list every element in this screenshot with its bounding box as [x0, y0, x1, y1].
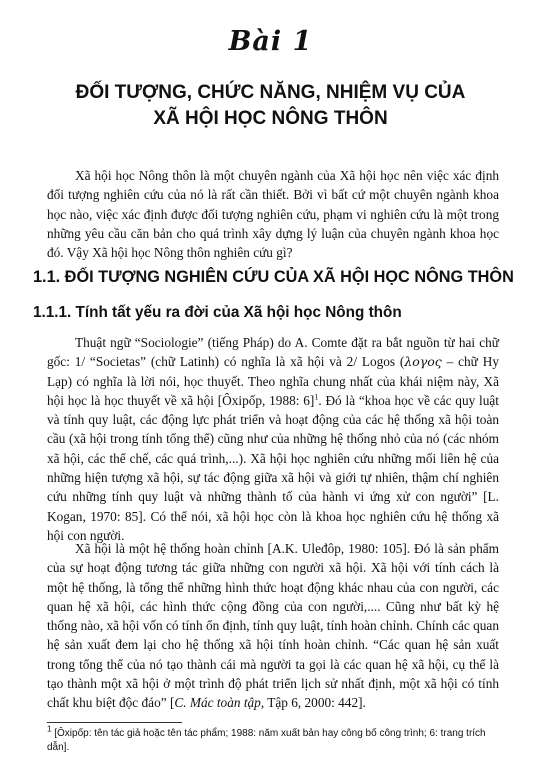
lesson-label: Bài 1: [228, 26, 313, 57]
para1-text-b: – chữ Hy Lạp) có nghĩa là lời nói, học thuyết. Theo nghĩa chung nhất của khái niệm này, Xã hội học là học thuyết về xã hội [Ôxipốp, 1988: 6]: [47, 354, 499, 408]
footnote-text: [Ôxipốp: tên tác giả hoặc tên tác phẩm; 1988: năm xuất bản hay công bố công trình; 6: trang trích dẫn].: [47, 728, 486, 753]
intro-paragraph: Xã hội học Nông thôn là một chuyên ngành của Xã hội học nên việc xác định đối tượng nghiên cứu của nó là rất cần thiết. Bởi vì bất cứ một chuyên ngành khoa học nào, việc xác định được đối tượng nghiên cứu, phạm vi nghiên cứu là một trong những yêu cầu căn bản cho quá trình xây dựng lý luận của chuyên ngành khoa học đó. Vậy Xã hội học Nông thôn nghiên cứu gì?: [47, 168, 499, 261]
para2-text-b: , Tập 6, 2000: 442].: [260, 695, 366, 711]
body-paragraph-1: [47, 333, 499, 545]
subsection-heading: 1.1.1. Tính tất yếu ra đời của Xã hội học Nông thôn: [33, 304, 402, 321]
para1-text-c: . Đó là “khoa học về các quy luật và tính quy luật, các động lực phát triển và hoạt động của các hệ thống xã hội toàn cầu (xã hội trong tính tổng thể) cũng như của những hệ thống nhỏ của nó (các nhóm xã hội, các thể chế, các quá trình,...). Xã hội học nghiên cứu những mối liên hệ của những hiện tượng xã hội, sự tác động giữa xã hội và giới tự nhiên, thậm chí nghiên cứu những tính quy luật và những thành tố của hành vi ứng xử con người” [L. Kogan, 1970: 85]. Có thể nói, xã hội học còn là khoa học nghiên cứu hệ thống xã hội con người.: [47, 392, 499, 543]
footnote-reference: 1: [314, 392, 319, 402]
chapter-title: [60, 80, 481, 132]
chapter-title-line-1: ĐỐI TƯỢNG, CHỨC NĂNG, NHIỆM VỤ CỦA: [75, 82, 466, 103]
chapter-title-line-2: XÃ HỘI HỌC NÔNG THÔN: [153, 108, 388, 129]
citation-title: C. Mác toàn tập: [174, 695, 261, 711]
footnote: [47, 724, 499, 755]
footnote-divider: [47, 722, 182, 723]
para2-text-a: Xã hội là một hệ thống hoàn chỉnh [A.K. Uleđôp, 1980: 105]. Đó là sản phẩm của sự hoạt động tương tác giữa những con người xã hội. Xã hội với tính cách là một hệ thống, là tổng thể những hình thức hoạt động khác nhau của con người, các quan hệ xã hội, các hình thức cộng đồng của con người,.... Cũng như bất kỳ hệ thống nào, xã hội vốn có tính ổn định, tính quy luật, tính hoàn chỉnh. Chính các quan hệ sản xuất đem lại cho hệ thống xã hội tính hoàn chỉnh. “Các quan hệ sản xuất trong tổng thể của nó tạo thành cái mà người ta gọi là các quan hệ xã hội, cụ thể là tạo thành một xã hội ở một trình độ phát triển lịch sử nhất định, một xã hội có tính chất khu biệt độc đáo” [: [47, 541, 499, 711]
greek-logos-word: λογος: [404, 354, 442, 370]
para1-text-a: Thuật ngữ “Sociologie” (tiếng Pháp) do A. Comte đặt ra bắt nguồn từ hai chữ gốc: 1/ “Societas” (chữ Latinh) có nghĩa là xã hội và 2/ Logos (: [47, 335, 499, 370]
footnote-mark: 1: [47, 724, 52, 734]
section-heading: 1.1. ĐỐI TƯỢNG NGHIÊN CỨU CỦA XÃ HỘI HỌC NÔNG THÔN: [33, 268, 514, 286]
body-paragraph-2: [47, 539, 499, 713]
